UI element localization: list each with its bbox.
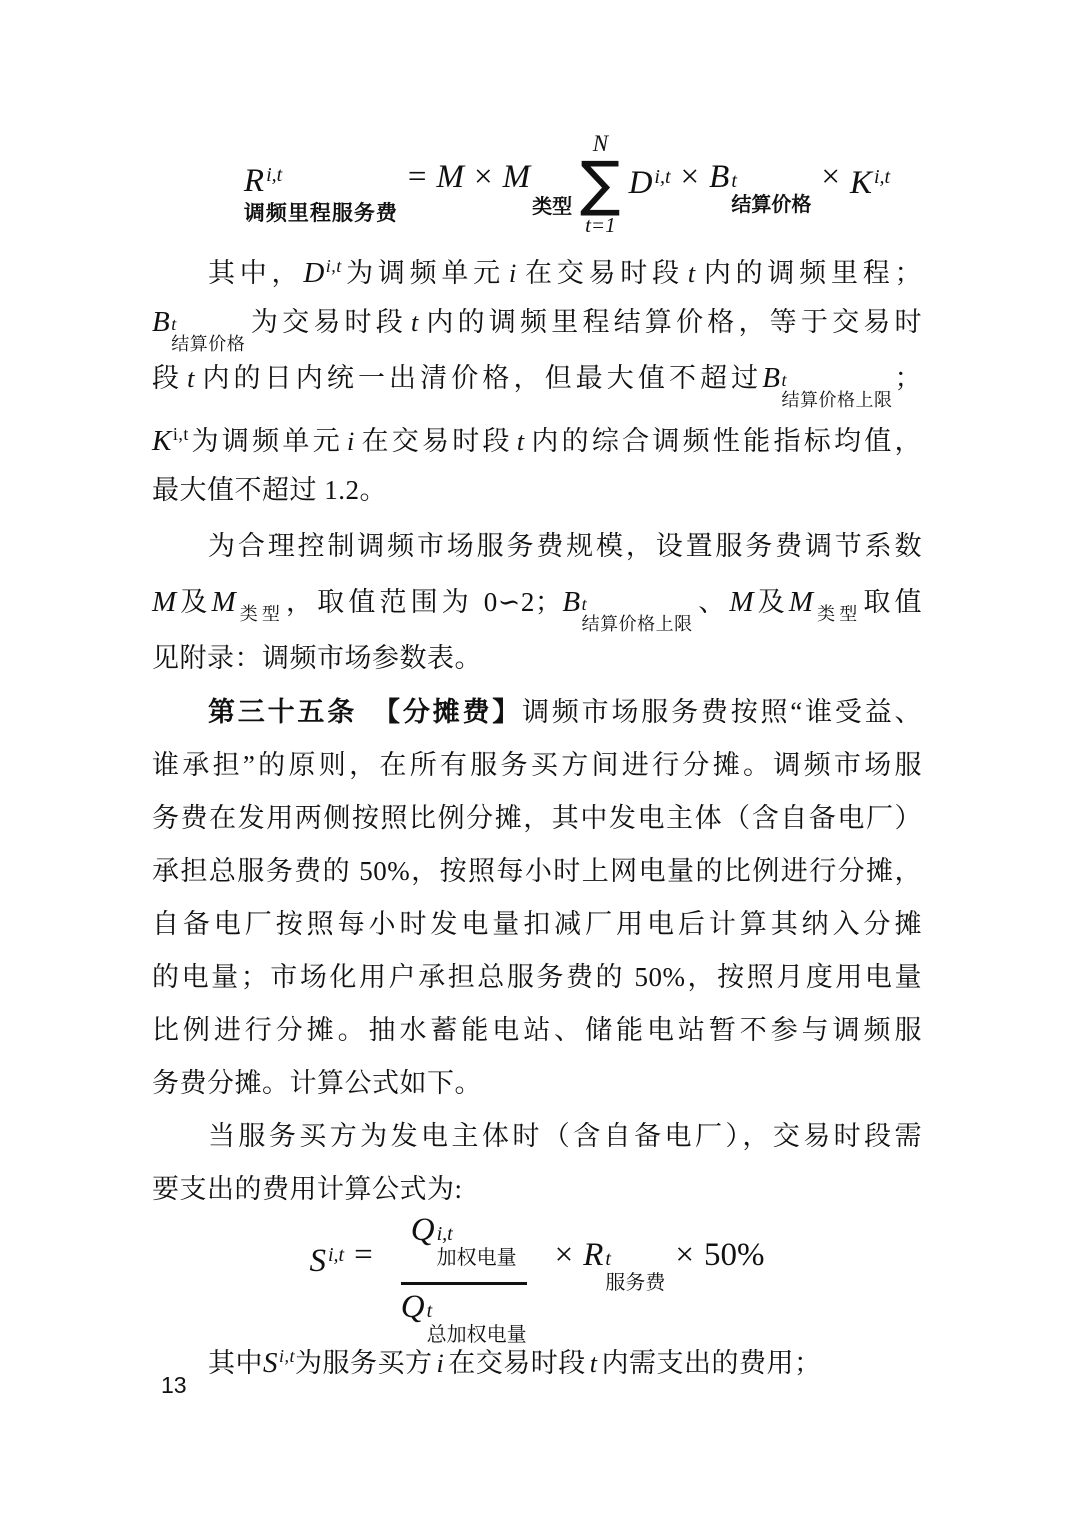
formula-mileage-fee <box>152 112 922 238</box>
var-B-subscript: 结算价格上限 <box>781 390 893 410</box>
summation-symbol: ∑ <box>580 149 621 219</box>
var-S-superscript: i,t <box>327 1244 345 1266</box>
var-S <box>309 1202 344 1278</box>
page-number: 13 <box>161 1372 187 1398</box>
text-segment: 为交易时段 <box>247 307 407 337</box>
var-K-superscript: i,t <box>172 424 189 444</box>
var-B-superscript: t <box>781 370 788 390</box>
var-R-subscript: 服务费 <box>605 1272 666 1294</box>
inline-var-i: i <box>508 259 517 288</box>
var-B-superscript: t <box>731 170 737 192</box>
fraction-denominator <box>391 1285 537 1345</box>
var-D <box>629 112 671 200</box>
var-R-base-row <box>244 158 398 198</box>
var-K <box>850 112 890 200</box>
text-segment: ； <box>894 363 923 393</box>
text-segment: 在交易时段 <box>448 1348 586 1378</box>
inline-var-t: t <box>516 427 525 456</box>
var-D-superscript: i,t <box>325 256 342 276</box>
summation-upper-limit: N <box>592 131 609 156</box>
text-line: 为合理控制调频市场服务费规模，设置服务费调节系数 <box>208 531 922 561</box>
var-K-base: K <box>152 425 172 457</box>
inline-var-M: M <box>152 586 177 618</box>
inline-var-K <box>152 426 189 456</box>
text-line <box>152 406 922 462</box>
text-segment: 在交易时段 <box>358 426 513 456</box>
inline-var-B-settle-price-cap <box>762 362 894 410</box>
text-segment: 内的日内统一出清价格，但最大值不超过 <box>198 363 763 393</box>
text-segment: 为服务买方 <box>295 1348 433 1378</box>
inline-var-M-type <box>211 586 286 624</box>
var-B-subscript: 结算价格上限 <box>581 614 693 634</box>
times-sign: × <box>821 159 840 195</box>
var-R-subscript-label: 调频里程服务费 <box>243 202 398 225</box>
inline-var-S <box>263 1348 295 1378</box>
text-line: 务费在发用两侧按照比例分摊，其中发电主体（含自备电厂） <box>152 803 922 833</box>
text-line: 当服务买方为发电主体时（含自备电厂），交易时段需 <box>208 1121 922 1151</box>
text-line: 最大值不超过 1.2。 <box>152 475 387 505</box>
var-M-subscript: 类型 <box>813 604 862 624</box>
var-B-supsub-stack <box>171 315 245 353</box>
formula-mileage-fee-row <box>152 112 922 238</box>
var-B-supsub-stack <box>731 171 811 215</box>
var-B-subscript: 结算价格 <box>731 194 812 216</box>
text-segment: 其中 <box>208 1348 263 1378</box>
var-B-base: B <box>562 586 581 618</box>
var-M-subscript: 类型 <box>236 604 285 624</box>
inline-var-B-settle-price-cap <box>562 586 694 634</box>
var-R-superscript: i,t <box>266 164 283 186</box>
article-tag: 【分摊费】 <box>373 697 523 727</box>
equals-sign: = <box>407 159 427 195</box>
times-sign: × <box>474 159 493 195</box>
fraction <box>391 1202 537 1345</box>
summation <box>580 112 620 237</box>
var-B-base: B <box>762 362 781 394</box>
inline-var-t: t <box>410 308 419 337</box>
var-Q-weighted-superscript: i,t <box>436 1223 453 1245</box>
inline-var-t: t <box>589 1349 598 1378</box>
var-B-settle-price <box>709 112 811 215</box>
text-line: 自备电厂按照每小时发电量扣减厂用电后计算其纳入分摊 <box>152 909 922 939</box>
var-Q-total-weighted-subscript: 总加权电量 <box>426 1324 527 1346</box>
text-line: 谁承担”的原则，在所有服务买方间进行分摊。调频市场服 <box>152 750 922 780</box>
var-R-superscript: t <box>605 1248 611 1270</box>
text-segment: 为调频单元 <box>341 258 505 288</box>
text-line: 要支出的费用计算公式为: <box>152 1174 463 1204</box>
text-line: 务费分摊。计算公式如下。 <box>152 1068 482 1098</box>
text-segment: 取值 <box>863 587 923 617</box>
var-B-base: B <box>709 159 730 195</box>
var-R-base: R <box>583 1237 604 1273</box>
var-D-base: D <box>303 257 325 289</box>
text-line <box>152 238 922 294</box>
inline-var-i: i <box>346 427 355 456</box>
var-B-subscript: 结算价格 <box>171 334 246 354</box>
text-line <box>152 574 923 634</box>
var-M: M <box>436 159 465 195</box>
var-B-superscript: t <box>171 314 177 334</box>
var-K-base: K <box>849 165 872 201</box>
var-Q-total-weighted-superscript: t <box>426 1300 433 1322</box>
inline-var-i: i <box>436 1349 445 1378</box>
article-number: 第三十五条 <box>208 697 358 727</box>
text-segment: 内的调频里程； <box>699 258 923 288</box>
text-segment: 及 <box>754 587 789 617</box>
var-M-base: M <box>788 586 814 618</box>
times-sign: × <box>554 1237 574 1273</box>
text-line: 承担总服务费的 50%，按照每小时上网电量的比例进行分摊， <box>152 856 922 886</box>
var-B-base: B <box>152 306 171 338</box>
formula-share-fee-row <box>152 1202 922 1346</box>
summation-lower-limit: t=1 <box>585 213 616 237</box>
inline-var-t: t <box>187 364 195 393</box>
var-B-supsub-stack <box>582 595 693 633</box>
var-Q-weighted-subscript: 加权电量 <box>436 1247 517 1269</box>
var-S-superscript: i,t <box>279 1346 296 1366</box>
times-sign: × <box>675 1237 694 1273</box>
text-segment: 其中， <box>208 258 304 288</box>
text-segment: 为调频单元 <box>188 426 343 456</box>
var-R-supsub-stack <box>605 1249 665 1293</box>
var-D-base: D <box>628 165 653 201</box>
equals-sign: = <box>354 1237 373 1273</box>
formula-share-fee <box>152 1202 922 1346</box>
inline-var-t: t <box>687 259 696 288</box>
inline-var-M: M <box>729 586 755 618</box>
var-M-base: M <box>211 586 237 618</box>
inline-var-D <box>303 258 341 288</box>
text-segment: 内的调频里程结算价格，等于交易时 <box>422 307 923 337</box>
text-line <box>152 1328 922 1384</box>
text-segment: 段 <box>152 363 184 393</box>
text-segment: 、 <box>694 587 730 617</box>
text-segment: 及 <box>176 587 212 617</box>
var-Q-weighted-supsub <box>437 1224 517 1268</box>
var-B-supsub-stack <box>782 371 893 409</box>
var-M-type-base: M <box>502 159 531 195</box>
text-segment: 在交易时段 <box>520 258 684 288</box>
inline-var-M-type <box>788 586 864 624</box>
inline-var-B-settle-price <box>152 306 247 354</box>
text-line-article-heading <box>152 686 922 739</box>
var-K-superscript: i,t <box>873 166 891 188</box>
var-M-type-subscript-stack <box>532 173 572 217</box>
var-Q-total-weighted-supsub <box>427 1301 527 1345</box>
text-line: 比例进行分摊。抽水蓄能电站、储能电站暂不参与调频服 <box>152 1015 922 1045</box>
text-segment: 内的综合调频性能指标均值， <box>528 426 923 456</box>
var-B-superscript: t <box>581 594 588 614</box>
text-segment: 内需支出的费用； <box>601 1348 822 1378</box>
var-Q-total-weighted-base: Q <box>400 1289 425 1325</box>
var-R-mileage-fee <box>244 112 398 226</box>
var-R-service-fee <box>583 1202 665 1293</box>
fraction-numerator <box>401 1206 527 1285</box>
page-content <box>152 0 922 1384</box>
var-M-type-subscript: 类型 <box>532 196 573 218</box>
var-D-superscript: i,t <box>654 166 671 188</box>
text-segment: 调频市场服务费按照“谁受益、 <box>522 697 923 727</box>
var-M-type <box>503 112 573 217</box>
text-line: 的电量；市场化用户承担总服务费的 50%，按照月度用电量 <box>152 962 922 992</box>
text-line <box>152 294 923 354</box>
var-M-type-sup-spacer <box>532 173 572 197</box>
text-line: 见附录：调频市场参数表。 <box>152 643 482 673</box>
text-line <box>152 350 923 410</box>
var-S-base: S <box>309 1243 326 1279</box>
var-S-base: S <box>263 1347 278 1379</box>
var-Q-weighted-base: Q <box>410 1212 435 1248</box>
text-segment: ，取值范围为 0∽2； <box>286 587 563 617</box>
times-sign: × <box>680 159 700 195</box>
var-R: R <box>243 163 265 199</box>
percentage-value: 50% <box>704 1237 765 1273</box>
